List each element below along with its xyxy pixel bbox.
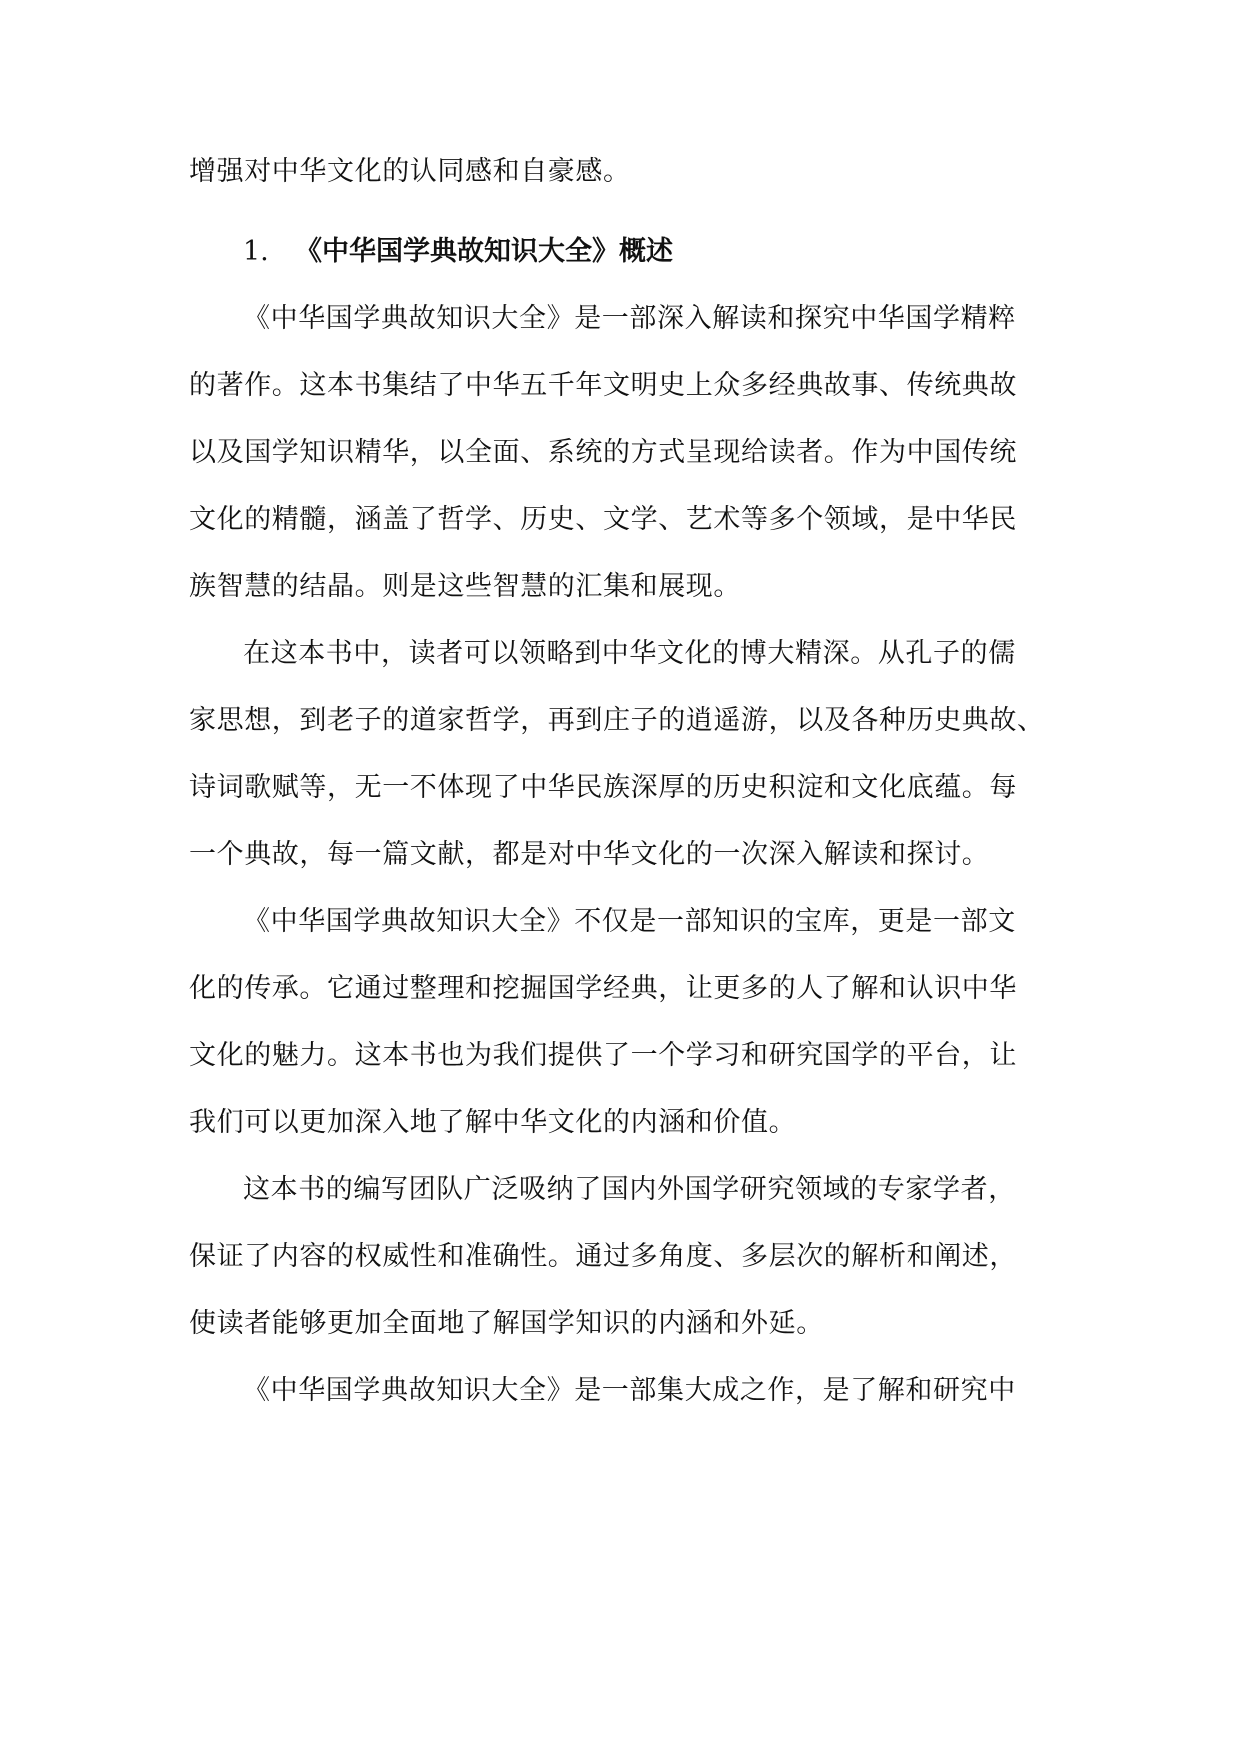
paragraph-line: 《中华国学典故知识大全》是一部深入解读和探究中华国学精粹: [243, 303, 1016, 334]
section-title: 《中华国学典故知识大全》概述: [295, 236, 673, 267]
paragraph-line: 化的传承。它通过整理和挖掘国学经典，让更多的人了解和认识中华: [189, 973, 1017, 1004]
paragraph-line: 一个典故，每一篇文献，都是对中华文化的一次深入解读和探讨。: [189, 839, 990, 870]
paragraph-line: 我们可以更加深入地了解中华文化的内涵和价值。: [189, 1107, 797, 1138]
section-heading: [243, 232, 673, 272]
paragraph-line: 诗词歌赋等，无一不体现了中华民族深厚的历史积淀和文化底蕴。每: [189, 772, 1017, 803]
paragraph-line: 文化的魅力。这本书也为我们提供了一个学习和研究国学的平台，让: [189, 1040, 1017, 1071]
section-number: 1.: [243, 236, 269, 267]
paragraph-line: 文化的精髓，涵盖了哲学、历史、文学、艺术等多个领域，是中华民: [189, 504, 1017, 535]
paragraph-line: 使读者能够更加全面地了解国学知识的内涵和外延。: [189, 1308, 824, 1339]
paragraph-line: 《中华国学典故知识大全》是一部集大成之作，是了解和研究中: [243, 1375, 1016, 1406]
paragraph-line: 《中华国学典故知识大全》不仅是一部知识的宝库，更是一部文: [243, 906, 1016, 937]
paragraph-line: 家思想，到老子的道家哲学，再到庄子的逍遥游，以及各种历史典故、: [189, 705, 1045, 736]
paragraph-line: 以及国学知识精华，以全面、系统的方式呈现给读者。作为中国传统: [189, 437, 1017, 468]
paragraph-line: 保证了内容的权威性和准确性。通过多角度、多层次的解析和阐述，: [189, 1241, 1017, 1272]
paragraph-line: 这本书的编写团队广泛吸纳了国内外国学研究领域的专家学者，: [243, 1174, 1016, 1205]
paragraph-line: 在这本书中，读者可以领略到中华文化的博大精深。从孔子的儒: [243, 638, 1016, 669]
text-line: 增强对中华文化的认同感和自豪感。: [189, 156, 631, 187]
paragraph-line: 的著作。这本书集结了中华五千年文明史上众多经典故事、传统典故: [189, 370, 1017, 401]
paragraph-line: 族智慧的结晶。则是这些智慧的汇集和展现。: [189, 571, 741, 602]
